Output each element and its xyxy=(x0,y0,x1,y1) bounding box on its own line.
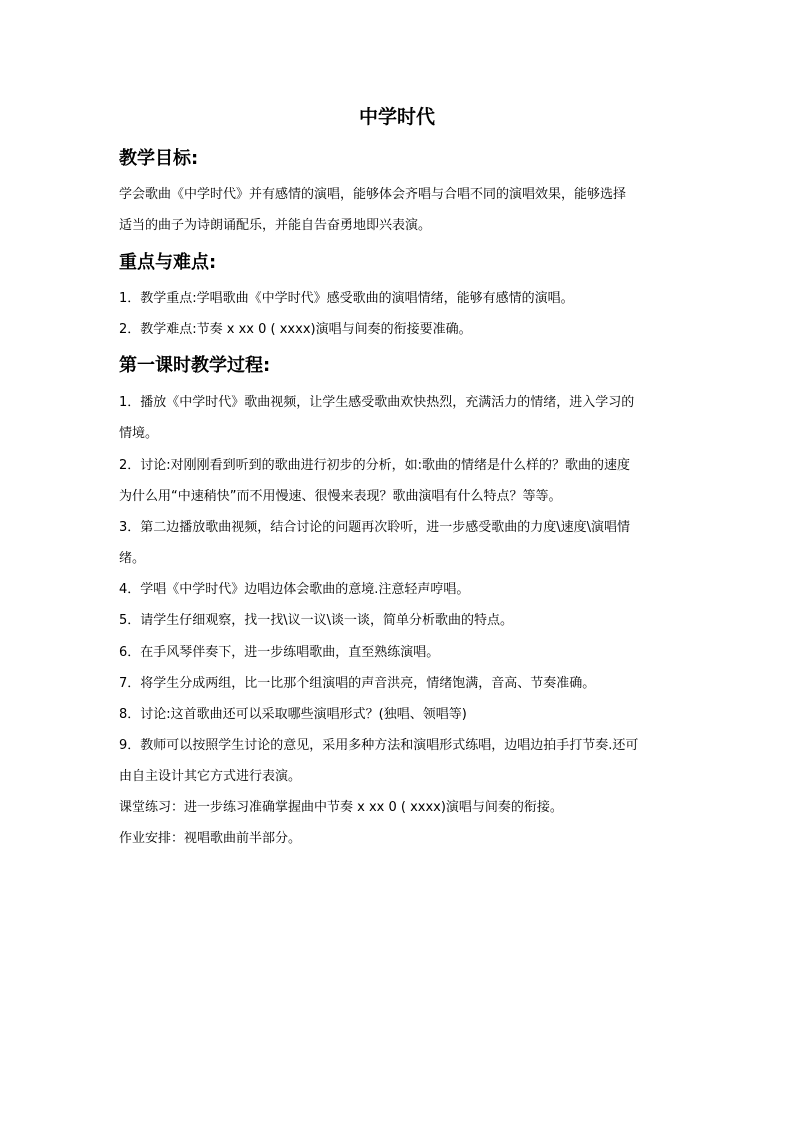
process-line-6: 绪。 xyxy=(119,551,146,566)
process-line-11: 8．讨论:这首歌曲还可以采取哪些演唱形式？(独唱、领唱等) xyxy=(119,707,467,722)
process-line-3: 2．讨论:对刚刚看到听到的歌曲进行初步的分析，如:歌曲的情绪是什么样的？歌曲的速度 xyxy=(119,458,631,473)
process-line-5: 3．第二边播放歌曲视频，结合讨论的问题再次聆听，进一步感受歌曲的力度\速度\演唱情 xyxy=(119,520,631,535)
process-line-8: 5．请学生仔细观察，找一找\议一议\谈一谈，简单分析歌曲的特点。 xyxy=(119,613,514,628)
process-line-2: 情境。 xyxy=(119,426,159,441)
process-heading: 第一课时教学过程: xyxy=(119,355,271,376)
key-point-item-2: 2．教学难点:节奏 x xx 0 ( xxxx)演唱与间奏的衔接要准确。 xyxy=(119,322,472,337)
process-line-4: 为什么用“中速稍快”而不用慢速、很慢来表现？歌曲演唱有什么特点？等等。 xyxy=(119,489,562,504)
process-line-12: 9．教师可以按照学生讨论的意见，采用多种方法和演唱形式练唱，边唱边拍手打节奏.还可 xyxy=(119,738,639,753)
homework-line: 作业安排：视唱歌曲前半部分。 xyxy=(119,831,302,846)
process-line-13: 由自主设计其它方式进行表演。 xyxy=(119,769,302,784)
document-title: 中学时代 xyxy=(358,106,435,128)
classroom-exercise-line: 课堂练习：进一步练习准确掌握曲中节奏 x xx 0 ( xxxx)演唱与间奏的衔接。 xyxy=(119,800,563,815)
key-point-item-1: 1．教学重点:学唱歌曲《中学时代》感受歌曲的演唱情绪，能够有感情的演唱。 xyxy=(119,291,574,306)
process-line-9: 6．在手风琴伴奏下，进一步练唱歌曲，直至熟练演唱。 xyxy=(119,645,440,660)
process-line-1: 1．播放《中学时代》歌曲视频，让学生感受歌曲欢快热烈，充满活力的情绪，进入学习的 xyxy=(119,395,635,410)
process-line-10: 7．将学生分成两组，比一比那个组演唱的声音洪亮，情绪饱满，音高、节奏准确。 xyxy=(119,676,596,691)
key-points-heading: 重点与难点: xyxy=(119,252,217,273)
objectives-heading: 教学目标: xyxy=(119,148,199,169)
objectives-line-2: 适当的曲子为诗朗诵配乐，并能自告奋勇地即兴表演。 xyxy=(119,218,432,233)
process-line-7: 4．学唱《中学时代》边唱边体会歌曲的意境.注意轻声哼唱。 xyxy=(119,582,470,597)
objectives-line-1: 学会歌曲《中学时代》并有感情的演唱，能够体会齐唱与合唱不同的演唱效果，能够选择 xyxy=(119,187,627,202)
